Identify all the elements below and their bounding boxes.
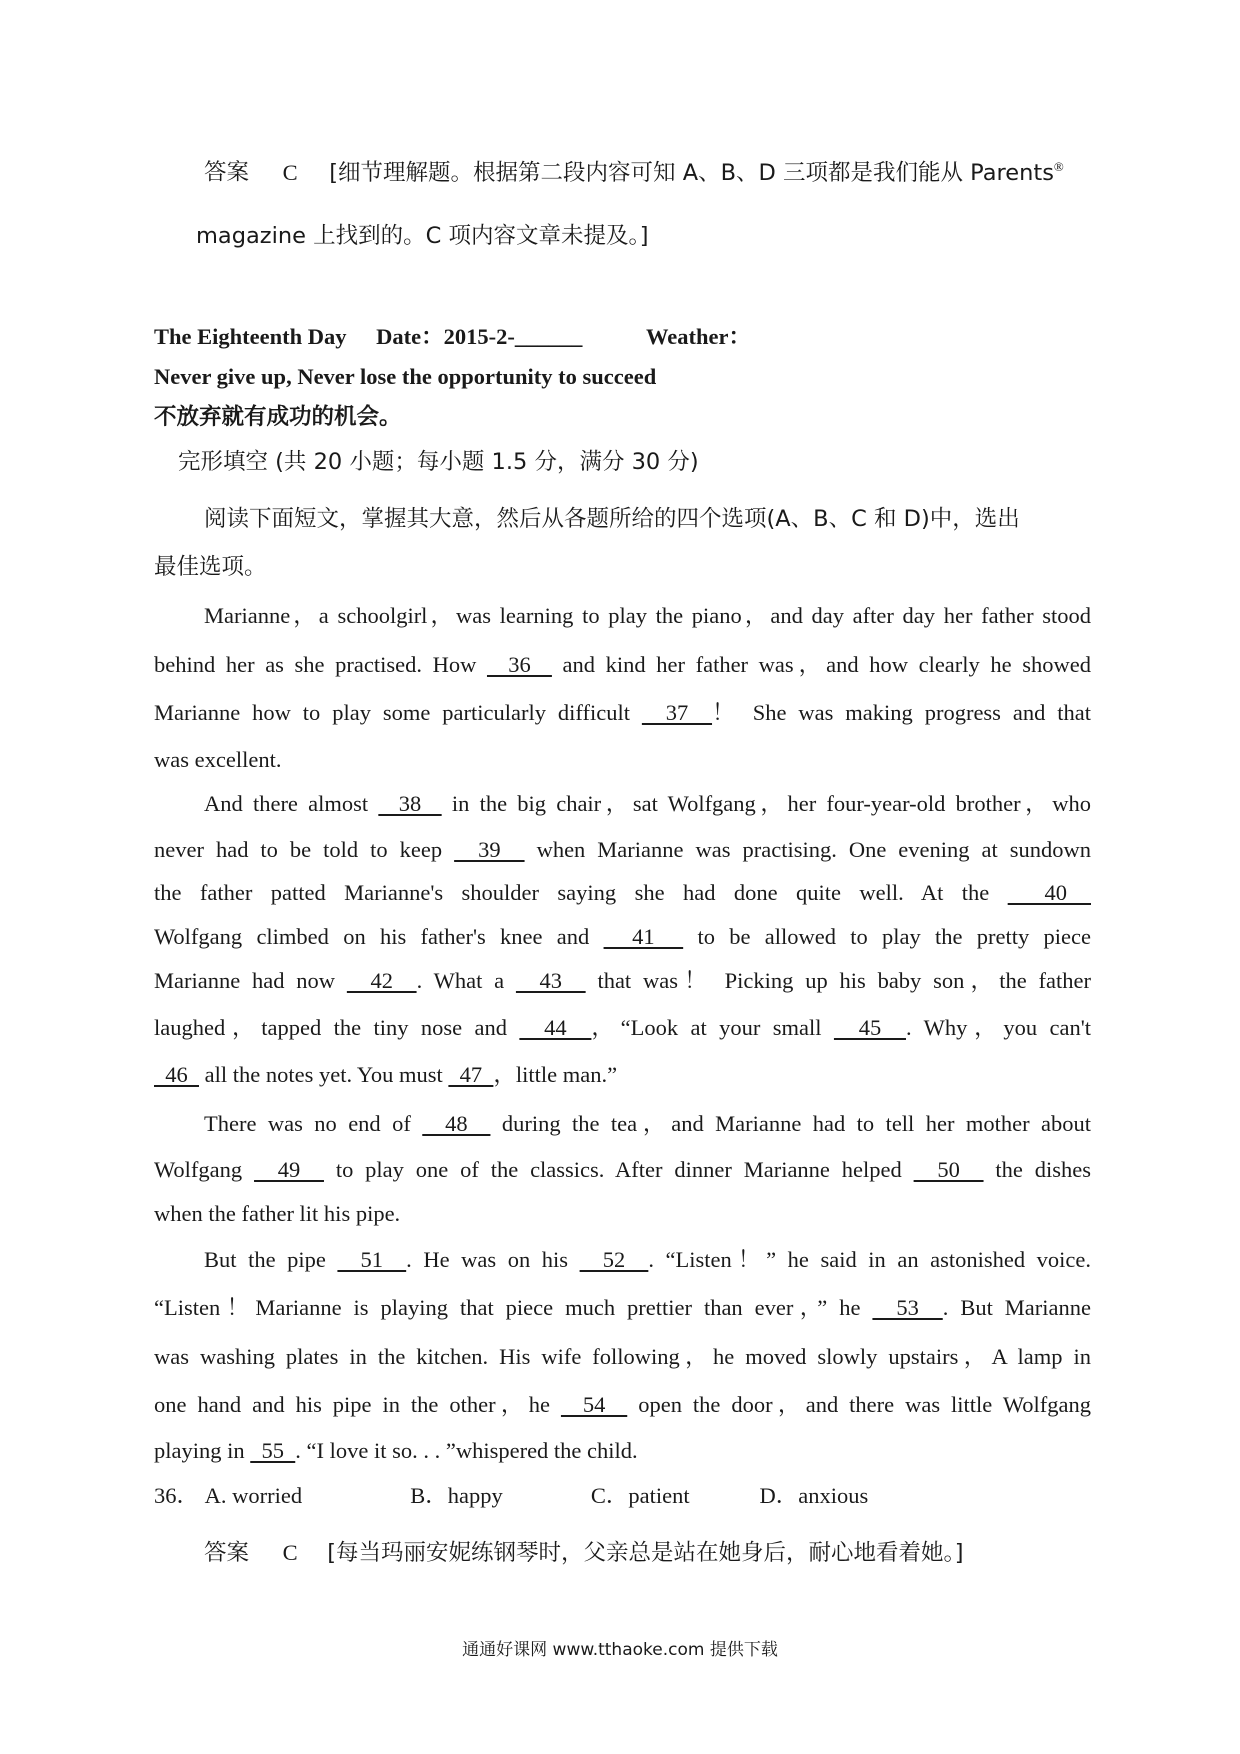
blank-46: 46 — [154, 1062, 199, 1087]
blank-48: 48 — [422, 1111, 491, 1136]
weather-field: Weather： — [645, 324, 751, 349]
option-d: D．anxious — [759, 1483, 869, 1508]
day-header — [154, 326, 751, 349]
option-a: A. worried — [204, 1483, 303, 1508]
answer-explanation: [细节理解题。根据第二段内容可知 A、B、D 三项都是我们能从 Parents — [329, 159, 1054, 186]
question-36 — [154, 1485, 868, 1508]
blank-41: 41 — [603, 924, 684, 949]
blank-36: 36 — [486, 652, 552, 677]
blank-45: 45 — [833, 1015, 906, 1040]
passage-line: one hand and his pipe in the other，he 54 open the door，and there was little Wolfgang — [154, 1392, 1091, 1417]
answer-explanation: [每当玛丽安妮练钢琴时，父亲总是站在她身后，耐心地看着她。] — [327, 1540, 964, 1566]
passage-line: was washing plates in the kitchen. His wife following，he moved slowly upstairs，A lamp in — [154, 1344, 1091, 1369]
blank-52: 52 — [579, 1247, 649, 1272]
passage-line: “Listen！Marianne is playing that piece much prettier than ever，” he 53 . But Marianne — [154, 1295, 1092, 1320]
passage-line: And there almost 38 in the big chair，sat Wolfgang，her four-year-old brother，who — [204, 791, 1092, 816]
instruction-line-2: 最佳选项。 — [154, 554, 267, 580]
answer-letter: C — [282, 159, 298, 185]
option-b: B．happy — [410, 1483, 503, 1508]
passage-line: But the pipe 51 . He was on his 52 . “Listen！” he said in an astonished voice. — [204, 1247, 1092, 1272]
prev-answer-line-2: magazine 上找到的。C 项内容文章未提及。] — [196, 223, 649, 249]
blank-53: 53 — [872, 1295, 943, 1320]
passage-line: behind her as she practised. How 36 and kind her father was，and how clearly he showed — [154, 652, 1091, 677]
passage-line: Wolfgang 49 to play one of the classics. After dinner Marianne helped 50 the dishes — [154, 1157, 1091, 1182]
blank-51: 51 — [337, 1247, 407, 1272]
blank-50: 50 — [913, 1157, 984, 1182]
question-number: 36． — [154, 1483, 200, 1508]
passage-line: Marianne had now 42 . What a 43 that was！ Picking up his baby son，the father — [154, 968, 1091, 993]
passage-line: Wolfgang climbed on his father's knee and 41 to be allowed to play the pretty piece — [154, 924, 1092, 949]
blank-37: 37 — [641, 700, 713, 725]
passage-line: 46 all the notes yet. You must 47 ，little man.” — [154, 1062, 618, 1087]
passage-line: when the father lit his pipe. — [154, 1201, 401, 1226]
page-footer: 通通好课网 www.tthaoke.com 提供下载 — [462, 1640, 778, 1660]
answer-label: 答案 — [204, 159, 250, 186]
passage-line: never had to be told to keep 39 when Marianne was practising. One evening at sundown — [154, 837, 1091, 862]
blank-40: 40 — [1007, 880, 1091, 905]
answer-36 — [204, 1542, 964, 1565]
date-field: Date：2015-2-______ — [376, 324, 583, 349]
blank-55: 55 — [250, 1438, 296, 1463]
passage-line: Marianne how to play some particularly difficult 37 ！ She was making progress and that — [154, 700, 1091, 725]
blank-39: 39 — [454, 837, 525, 862]
blank-43: 43 — [515, 968, 586, 993]
passage-line: There was no end of 48 during the tea，and Marianne had to tell her mother about — [204, 1111, 1091, 1136]
answer-label: 答案 — [204, 1540, 250, 1566]
passage-line: playing in 55 . “I love it so. . . ”whispered the child. — [154, 1438, 638, 1463]
blank-44: 44 — [519, 1015, 592, 1040]
blank-47: 47 — [448, 1062, 494, 1087]
day-title: The Eighteenth Day — [154, 324, 347, 349]
blank-38: 38 — [378, 791, 442, 816]
passage-line: laughed，tapped the tiny nose and 44 ，“Look at your small 45 . Why，you can't — [154, 1015, 1092, 1040]
section-title: 完形填空 (共 20 小题；每小题 1.5 分，满分 30 分) — [178, 449, 699, 475]
motto-chinese: 不放弃就有成功的机会。 — [154, 404, 402, 430]
passage-line: the father patted Marianne's shoulder saying she had done quite well. At the 40 — [154, 880, 1091, 905]
blank-49: 49 — [254, 1157, 324, 1182]
registered-mark: ® — [1053, 159, 1064, 174]
passage-line: Marianne，a schoolgirl，was learning to play the piano，and day after day her father stood — [204, 603, 1091, 628]
answer-letter: C — [282, 1540, 298, 1565]
passage-line: was excellent. — [154, 747, 282, 772]
blank-54: 54 — [560, 1392, 628, 1417]
motto-english: Never give up, Never lose the opportunity to succeed — [154, 364, 657, 389]
blank-42: 42 — [346, 968, 417, 993]
option-c: C．patient — [590, 1483, 690, 1508]
prev-answer-line-1 — [204, 160, 1064, 184]
instruction-line-1: 阅读下面短文，掌握其大意，然后从各题所给的四个选项(A、B、C 和 D)中，选出 — [204, 506, 1020, 532]
